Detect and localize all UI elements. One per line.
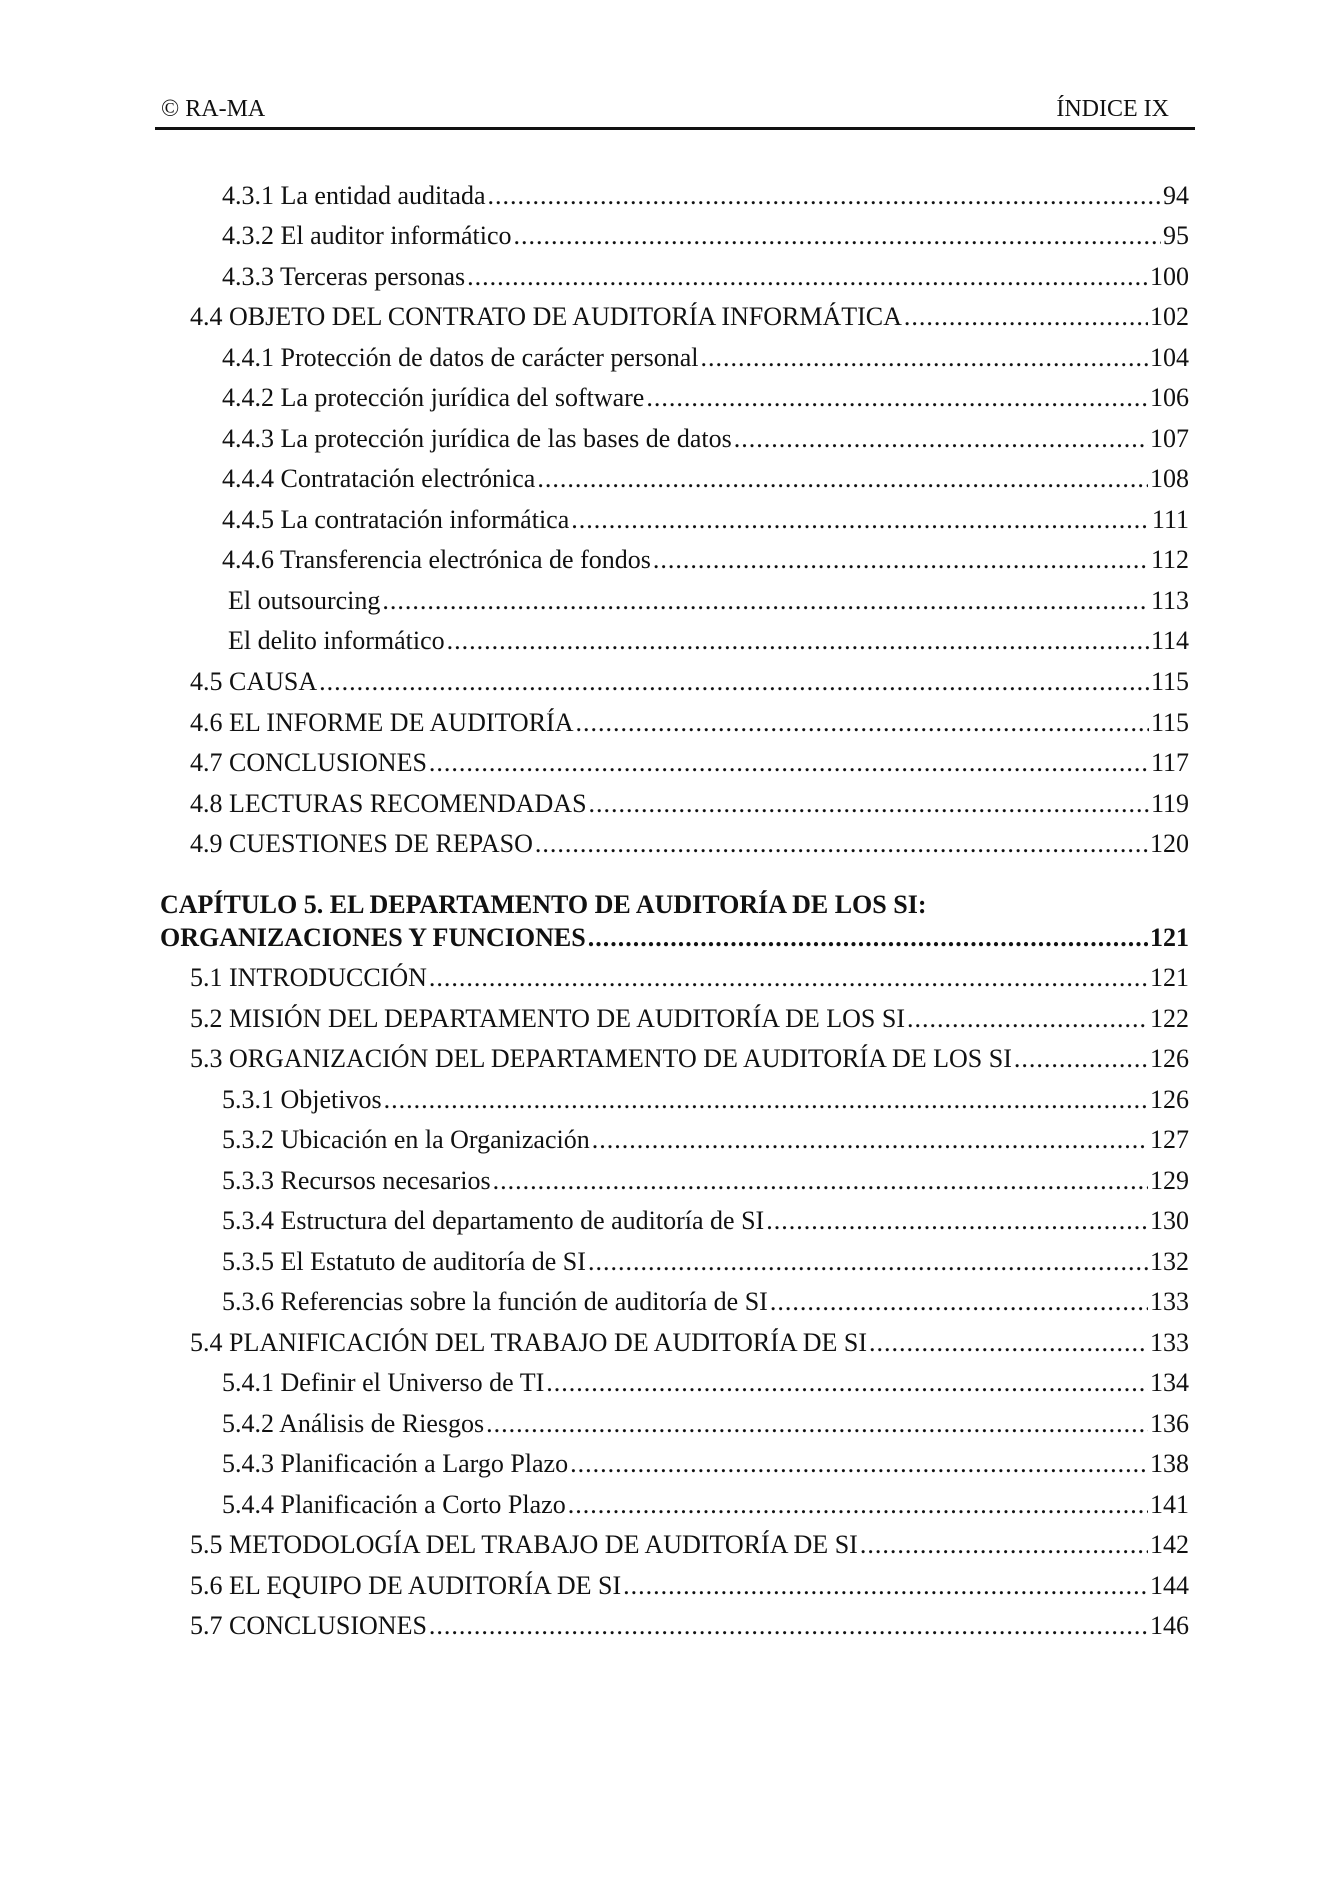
toc-entry-page: 108	[1150, 464, 1189, 493]
leader-dots	[429, 1611, 1148, 1641]
toc-entry-page: 126	[1150, 1044, 1189, 1073]
leader-dots	[653, 545, 1149, 575]
toc-entry-page: 113	[1150, 586, 1189, 615]
leader-dots	[592, 1125, 1148, 1155]
toc-entry-label: 4.4.2 La protección jurídica del software	[222, 383, 645, 412]
toc-entry[interactable]	[222, 1409, 1189, 1443]
leader-dots	[766, 1206, 1148, 1236]
leader-dots	[646, 383, 1148, 413]
toc-entry-label: 4.6 EL INFORME DE AUDITORÍA	[190, 708, 574, 737]
leader-dots	[319, 667, 1149, 697]
leader-dots	[447, 626, 1149, 656]
leader-dots	[570, 1449, 1148, 1479]
toc-entry-label: 5.5 METODOLOGÍA DEL TRABAJO DE AUDITORÍA DE SI	[190, 1530, 858, 1559]
toc-entry-label: 4.3.2 El auditor informático	[222, 221, 512, 250]
chapter-entry[interactable]	[160, 923, 1189, 957]
toc-entry[interactable]	[222, 505, 1189, 539]
toc-entry-label: 5.3.6 Referencias sobre la función de auditoría de SI	[222, 1287, 768, 1316]
toc-entry[interactable]	[190, 1571, 1189, 1605]
toc-entry[interactable]	[190, 302, 1189, 336]
toc-entry-label: 4.4.1 Protección de datos de carácter personal	[222, 343, 699, 372]
toc-entry[interactable]	[222, 383, 1189, 417]
leader-dots	[623, 1571, 1148, 1601]
leader-dots	[493, 1166, 1148, 1196]
toc-entry-page: 112	[1150, 545, 1189, 574]
toc-entry-page: 119	[1150, 789, 1189, 818]
leader-dots	[429, 963, 1148, 993]
toc-entry-label: 5.4.3 Planificación a Largo Plazo	[222, 1449, 569, 1478]
toc-entry-page: 104	[1150, 343, 1189, 372]
toc-entry-page: 130	[1150, 1206, 1189, 1235]
chapter-title-line1: CAPÍTULO 5. EL DEPARTAMENTO DE AUDITORÍA DE LOS SI:	[160, 890, 927, 919]
leader-dots	[568, 1490, 1148, 1520]
leader-dots	[869, 1328, 1148, 1358]
leader-dots	[486, 1409, 1148, 1439]
leader-dots	[734, 424, 1148, 454]
header-rule	[155, 127, 1195, 130]
leader-dots	[700, 343, 1148, 373]
toc-entry-label: 4.3.1 La entidad auditada	[222, 181, 486, 210]
leader-dots	[576, 708, 1149, 738]
leader-dots	[535, 829, 1148, 859]
toc-entry[interactable]	[190, 963, 1189, 997]
toc-entry[interactable]	[190, 1328, 1189, 1362]
chapter-title-line2: ORGANIZACIONES Y FUNCIONES	[160, 923, 586, 952]
chapter-page: 121	[1150, 923, 1189, 952]
section-title: ÍNDICE IX	[1056, 96, 1169, 122]
leader-dots	[770, 1287, 1148, 1317]
toc-entry-label: 4.4 OBJETO DEL CONTRATO DE AUDITORÍA INFORMÁTICA	[190, 302, 902, 331]
toc-entry[interactable]	[190, 667, 1189, 701]
leader-dots	[537, 464, 1148, 494]
toc-entry-label: 4.7 CONCLUSIONES	[190, 748, 427, 777]
toc-entry[interactable]	[222, 1287, 1189, 1321]
toc-entry[interactable]	[222, 1247, 1189, 1281]
toc-entry[interactable]	[222, 343, 1189, 377]
toc-entry-page: 100	[1150, 262, 1189, 291]
toc-entry-label: 4.4.5 La contratación informática	[222, 505, 570, 534]
toc-entry-label: 5.3.5 El Estatuto de auditoría de SI	[222, 1247, 586, 1276]
toc-entry-label: 5.6 EL EQUIPO DE AUDITORÍA DE SI	[190, 1571, 622, 1600]
toc-entry-label: 5.4.2 Análisis de Riesgos	[222, 1409, 485, 1438]
toc-entry-label: 4.9 CUESTIONES DE REPASO	[190, 829, 533, 858]
toc-entry[interactable]	[228, 626, 1189, 660]
toc-entry-label: 5.3.2 Ubicación en la Organización	[222, 1125, 590, 1154]
toc-entry-label: 5.1 INTRODUCCIÓN	[190, 963, 427, 992]
toc-entry-page: 115	[1150, 708, 1189, 737]
toc-entry[interactable]	[222, 1085, 1189, 1119]
toc-entry-label: 4.4.4 Contratación electrónica	[222, 464, 536, 493]
toc-entry[interactable]	[190, 1044, 1189, 1078]
toc-entry[interactable]	[222, 1449, 1189, 1483]
toc-entry-page: 134	[1150, 1368, 1189, 1397]
toc-entry-label: 4.4.3 La protección jurídica de las bases de datos	[222, 424, 732, 453]
leader-dots	[907, 1004, 1148, 1034]
leader-dots	[588, 1247, 1148, 1277]
toc-entry-label: 5.3.1 Objetivos	[222, 1085, 382, 1114]
toc-entry-page: 120	[1150, 829, 1189, 858]
toc-entry-page: 133	[1150, 1328, 1189, 1357]
toc-entry-label: 5.3.3 Recursos necesarios	[222, 1166, 491, 1195]
toc-entry[interactable]	[222, 545, 1189, 579]
toc-entry[interactable]	[222, 1125, 1189, 1159]
toc-entry-page: 127	[1150, 1125, 1189, 1154]
toc-entry-page: 95	[1163, 221, 1189, 250]
toc-entry[interactable]	[222, 1368, 1189, 1402]
leader-dots	[546, 1368, 1148, 1398]
toc-entry[interactable]	[190, 789, 1189, 823]
toc-entry-page: 122	[1150, 1004, 1189, 1033]
toc-entry-page: 142	[1150, 1530, 1189, 1559]
toc-entry-page: 138	[1150, 1449, 1189, 1478]
toc-entry[interactable]	[190, 1004, 1189, 1038]
leader-dots	[904, 302, 1148, 332]
toc-entry[interactable]	[222, 424, 1189, 458]
leader-dots	[589, 789, 1149, 819]
toc-entry[interactable]	[222, 1490, 1189, 1524]
toc-entry-page: 141	[1150, 1490, 1189, 1519]
toc-entry-label: 4.3.3 Terceras personas	[222, 262, 466, 291]
toc-entry[interactable]	[222, 262, 1189, 296]
toc-entry-page: 136	[1150, 1409, 1189, 1438]
leader-dots	[382, 586, 1149, 616]
leader-dots	[384, 1085, 1148, 1115]
toc-entry-page: 102	[1150, 302, 1189, 331]
toc-entry-page: 126	[1150, 1085, 1189, 1114]
toc-entry-page: 129	[1150, 1166, 1189, 1195]
toc-entry-page: 94	[1163, 181, 1189, 210]
toc-entry-page: 121	[1150, 963, 1189, 992]
leader-dots	[860, 1530, 1148, 1560]
toc-entry[interactable]	[222, 464, 1189, 498]
toc-entry-page: 107	[1150, 424, 1189, 453]
toc-entry-page: 132	[1150, 1247, 1189, 1276]
leader-dots	[1014, 1044, 1148, 1074]
toc-entry-label: 4.5 CAUSA	[190, 667, 318, 696]
toc-entry-label: 5.2 MISIÓN DEL DEPARTAMENTO DE AUDITORÍA DE LOS SI	[190, 1004, 905, 1033]
toc-entry[interactable]	[190, 748, 1189, 782]
toc-entry-page: 144	[1150, 1571, 1189, 1600]
toc-entry[interactable]	[190, 1611, 1189, 1645]
leader-dots	[514, 221, 1161, 251]
toc-entry-label: 5.3 ORGANIZACIÓN DEL DEPARTAMENTO DE AUDITORÍA DE LOS SI	[190, 1044, 1012, 1073]
leader-dots	[467, 262, 1148, 292]
toc-entry[interactable]	[222, 181, 1189, 215]
toc-entry[interactable]	[228, 586, 1189, 620]
toc-entry-label: 5.7 CONCLUSIONES	[190, 1611, 427, 1640]
copyright-text: © RA-MA	[161, 96, 266, 122]
toc-entry[interactable]	[222, 1166, 1189, 1200]
toc-entry[interactable]	[222, 1206, 1189, 1240]
leader-dots	[429, 748, 1149, 778]
toc-entry[interactable]	[222, 221, 1189, 255]
toc-entry[interactable]	[190, 708, 1189, 742]
page-header	[155, 96, 1195, 126]
toc-entry-label: 4.8 LECTURAS RECOMENDADAS	[190, 789, 587, 818]
toc-entry[interactable]	[190, 1530, 1189, 1564]
leader-dots	[488, 181, 1161, 211]
leader-dots	[571, 505, 1150, 535]
toc-entry-page: 114	[1150, 626, 1189, 655]
toc-entry-label: 4.4.6 Transferencia electrónica de fondos	[222, 545, 651, 574]
toc-entry-page: 106	[1150, 383, 1189, 412]
toc-entry-page: 115	[1150, 667, 1189, 696]
toc-entry-page: 146	[1150, 1611, 1189, 1640]
toc-entry-label: 5.4.1 Definir el Universo de TI	[222, 1368, 545, 1397]
chapter-heading	[160, 890, 926, 920]
toc-entry-label: 5.4 PLANIFICACIÓN DEL TRABAJO DE AUDITORÍA DE SI	[190, 1328, 867, 1357]
toc-entry-label: 5.3.4 Estructura del departamento de auditoría de SI	[222, 1206, 765, 1235]
toc-entry[interactable]	[190, 829, 1189, 863]
toc-entry-label: 5.4.4 Planificación a Corto Plazo	[222, 1490, 566, 1519]
toc-entry-label: El delito informático	[228, 626, 445, 655]
toc-entry-page: 111	[1151, 505, 1189, 534]
leader-dots	[588, 923, 1148, 953]
toc-entry-label: El outsourcing	[228, 586, 381, 615]
toc-entry-page: 117	[1150, 748, 1189, 777]
toc-entry-page: 133	[1150, 1287, 1189, 1316]
